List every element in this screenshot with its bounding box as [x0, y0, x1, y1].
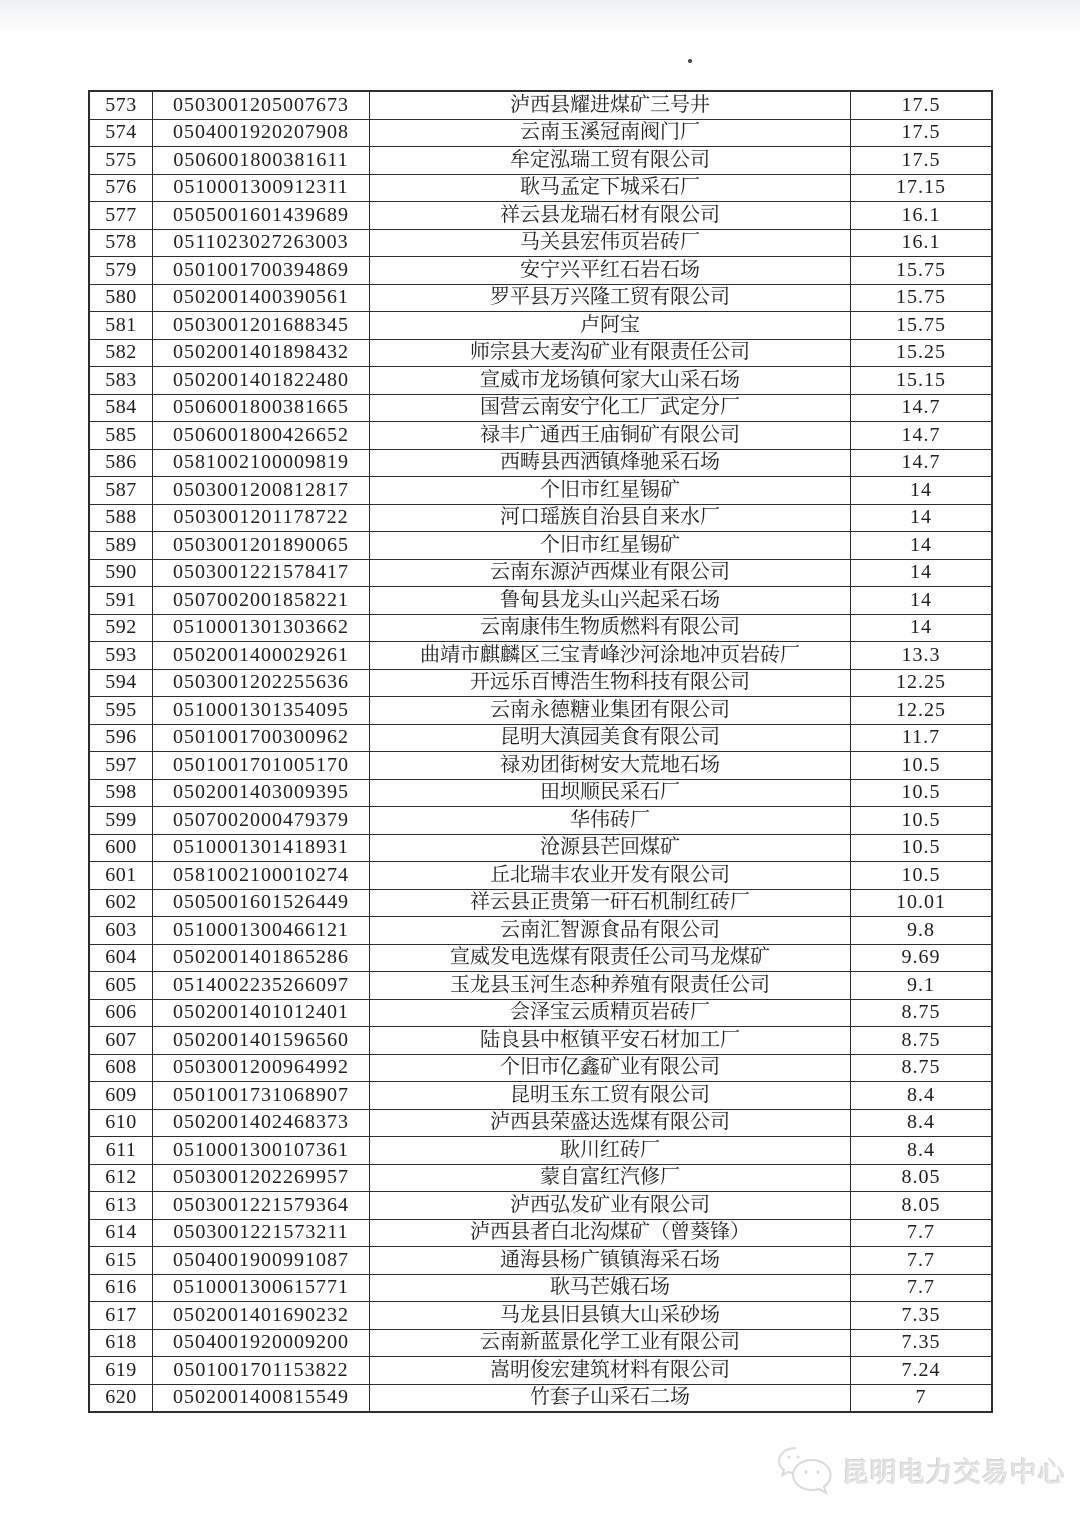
- cell-id: 0502001402468373: [153, 1109, 370, 1137]
- cell-name: 安宁兴平红石岩石场: [370, 257, 851, 285]
- cell-id: 0507002000479379: [153, 807, 370, 835]
- table-row: [89, 889, 992, 917]
- cell-no: 575: [89, 147, 153, 175]
- table-row: [89, 944, 992, 972]
- cell-name: 玉龙县玉河生态种养殖有限责任公司: [370, 972, 851, 1000]
- cell-value: 10.01: [851, 889, 993, 917]
- cell-no: 613: [89, 1192, 153, 1220]
- cell-name: 丘北瑞丰农业开发有限公司: [370, 862, 851, 890]
- cell-id: 0502001401012401: [153, 999, 370, 1027]
- cell-value: 13.3: [851, 642, 993, 670]
- cell-name: 宣威市龙场镇何家大山采石场: [370, 367, 851, 395]
- cell-no: 586: [89, 449, 153, 477]
- table-row: [89, 449, 992, 477]
- cell-name: 西畴县西洒镇烽驰采石场: [370, 449, 851, 477]
- cell-name: 云南玉溪冠南阀门厂: [370, 119, 851, 147]
- cell-name: 开远乐百博浩生物科技有限公司: [370, 669, 851, 697]
- cell-id: 0501001701153822: [153, 1357, 370, 1385]
- cell-value: 12.25: [851, 669, 993, 697]
- cell-value: 14: [851, 559, 993, 587]
- cell-value: 17.15: [851, 174, 993, 202]
- cell-id: 0510001301354095: [153, 697, 370, 725]
- footer-watermark: [776, 1444, 1066, 1496]
- table-row: [89, 1219, 992, 1247]
- cell-id: 0502001400029261: [153, 642, 370, 670]
- cell-id: 0502001401865286: [153, 944, 370, 972]
- cell-name: 竹套子山采石二场: [370, 1384, 851, 1412]
- cell-value: 7.7: [851, 1247, 993, 1275]
- table-row: [89, 752, 992, 780]
- table-row: [89, 972, 992, 1000]
- cell-id: 0504001920207908: [153, 119, 370, 147]
- table-row: [89, 1357, 992, 1385]
- cell-name: 会泽宝云质精页岩砖厂: [370, 999, 851, 1027]
- company-ranking-table: [88, 90, 993, 1413]
- cell-value: 14.7: [851, 449, 993, 477]
- footer-brand-text: 昆明电力交易中心: [842, 1457, 1066, 1488]
- table-row: [89, 1192, 992, 1220]
- table-row: [89, 202, 992, 230]
- cell-id: 0505001601526449: [153, 889, 370, 917]
- cell-no: 585: [89, 422, 153, 450]
- table-row: [89, 91, 992, 119]
- cell-name: 华伟砖厂: [370, 807, 851, 835]
- cell-value: 15.75: [851, 257, 993, 285]
- cell-value: 17.5: [851, 119, 993, 147]
- cell-no: 605: [89, 972, 153, 1000]
- cell-value: 8.4: [851, 1109, 993, 1137]
- cell-value: 14.7: [851, 422, 993, 450]
- cell-value: 8.4: [851, 1082, 993, 1110]
- cell-value: 14: [851, 614, 993, 642]
- cell-id: 0503001200964992: [153, 1054, 370, 1082]
- cell-name: 罗平县万兴隆工贸有限公司: [370, 284, 851, 312]
- cell-id: 0503001202269957: [153, 1164, 370, 1192]
- cell-value: 8.75: [851, 1054, 993, 1082]
- cell-no: 616: [89, 1274, 153, 1302]
- cell-name: 曲靖市麒麟区三宝青峰沙河涂地冲页岩砖厂: [370, 642, 851, 670]
- cell-id: 0503001221573211: [153, 1219, 370, 1247]
- cell-name: 个旧市红星锡矿: [370, 532, 851, 560]
- cell-value: 16.1: [851, 229, 993, 257]
- cell-no: 590: [89, 559, 153, 587]
- cell-value: 8.75: [851, 1027, 993, 1055]
- cell-id: 0502001401690232: [153, 1302, 370, 1330]
- cell-no: 604: [89, 944, 153, 972]
- cell-no: 592: [89, 614, 153, 642]
- cell-id: 0502001400815549: [153, 1384, 370, 1412]
- cell-no: 598: [89, 779, 153, 807]
- cell-value: 14: [851, 532, 993, 560]
- cell-no: 587: [89, 477, 153, 505]
- scan-edge-shading: [0, 0, 1080, 34]
- table-row: [89, 422, 992, 450]
- table-row: [89, 1137, 992, 1165]
- cell-value: 14: [851, 587, 993, 615]
- table-row: [89, 1274, 992, 1302]
- cell-name: 云南东源泸西煤业有限公司: [370, 559, 851, 587]
- cell-no: 614: [89, 1219, 153, 1247]
- cell-name: 云南新蓝景化学工业有限公司: [370, 1329, 851, 1357]
- cell-value: 10.5: [851, 807, 993, 835]
- cell-value: 7.7: [851, 1219, 993, 1247]
- cell-no: 596: [89, 724, 153, 752]
- cell-value: 17.5: [851, 91, 993, 119]
- cell-no: 580: [89, 284, 153, 312]
- cell-id: 0501001700394869: [153, 257, 370, 285]
- cell-name: 国营云南安宁化工厂武定分厂: [370, 394, 851, 422]
- cell-no: 583: [89, 367, 153, 395]
- cell-name: 卢阿宝: [370, 312, 851, 340]
- table-row: [89, 1082, 992, 1110]
- cell-id: 0501001700300962: [153, 724, 370, 752]
- cell-name: 泸西县耀进煤矿三号井: [370, 91, 851, 119]
- table-row: [89, 312, 992, 340]
- table-row: [89, 339, 992, 367]
- cell-no: 597: [89, 752, 153, 780]
- table-row: [89, 119, 992, 147]
- cell-name: 宣威发电选煤有限责任公司马龙煤矿: [370, 944, 851, 972]
- cell-name: 泸西县者白北沟煤矿（曾葵锋）: [370, 1219, 851, 1247]
- cell-id: 0503001221578417: [153, 559, 370, 587]
- cell-value: 7.7: [851, 1274, 993, 1302]
- table-row: [89, 779, 992, 807]
- cell-id: 0506001800381665: [153, 394, 370, 422]
- cell-name: 沧源县芒回煤矿: [370, 834, 851, 862]
- cell-no: 601: [89, 862, 153, 890]
- cell-no: 584: [89, 394, 153, 422]
- cell-name: 禄丰广通西王庙铜矿有限公司: [370, 422, 851, 450]
- cell-id: 0504001900991087: [153, 1247, 370, 1275]
- cell-name: 禄劝团街树安大荒地石场: [370, 752, 851, 780]
- cell-name: 马关县宏伟页岩砖厂: [370, 229, 851, 257]
- cell-id: 0581002100010274: [153, 862, 370, 890]
- cell-name: 云南永德糖业集团有限公司: [370, 697, 851, 725]
- cell-id: 0502001400390561: [153, 284, 370, 312]
- cell-value: 16.1: [851, 202, 993, 230]
- cell-name: 耿马孟定下城采石厂: [370, 174, 851, 202]
- table-row: [89, 229, 992, 257]
- cell-id: 0510001300107361: [153, 1137, 370, 1165]
- cell-no: 579: [89, 257, 153, 285]
- cell-id: 0503001202255636: [153, 669, 370, 697]
- cell-id: 0503001201178722: [153, 504, 370, 532]
- table-row: [89, 862, 992, 890]
- cell-no: 617: [89, 1302, 153, 1330]
- cell-id: 0504001920009200: [153, 1329, 370, 1357]
- table-row: [89, 257, 992, 285]
- table-row: [89, 587, 992, 615]
- cell-value: 17.5: [851, 147, 993, 175]
- table-row: [89, 1109, 992, 1137]
- cell-no: 589: [89, 532, 153, 560]
- cell-name: 祥云县正贵第一矸石机制红砖厂: [370, 889, 851, 917]
- cell-name: 祥云县龙瑞石材有限公司: [370, 202, 851, 230]
- table-row: [89, 1164, 992, 1192]
- cell-name: 蒙自富红汽修厂: [370, 1164, 851, 1192]
- table-row: [89, 477, 992, 505]
- cell-no: 588: [89, 504, 153, 532]
- cell-name: 云南汇智源食品有限公司: [370, 917, 851, 945]
- cell-value: 14: [851, 504, 993, 532]
- cell-id: 0502001401822480: [153, 367, 370, 395]
- cell-name: 师宗县大麦沟矿业有限责任公司: [370, 339, 851, 367]
- cell-name: 嵩明俊宏建筑材料有限公司: [370, 1357, 851, 1385]
- cell-name: 耿马芒娥石场: [370, 1274, 851, 1302]
- table-row: [89, 724, 992, 752]
- cell-id: 0581002100009819: [153, 449, 370, 477]
- table-row: [89, 1027, 992, 1055]
- cell-value: 11.7: [851, 724, 993, 752]
- cell-no: 603: [89, 917, 153, 945]
- cell-no: 612: [89, 1164, 153, 1192]
- cell-value: 9.8: [851, 917, 993, 945]
- table-body: [89, 91, 992, 1412]
- cell-id: 0510001301303662: [153, 614, 370, 642]
- cell-id: 0510001300466121: [153, 917, 370, 945]
- cell-name: 昆明玉东工贸有限公司: [370, 1082, 851, 1110]
- cell-no: 611: [89, 1137, 153, 1165]
- cell-name: 通海县杨广镇镇海采石场: [370, 1247, 851, 1275]
- cell-no: 573: [89, 91, 153, 119]
- cell-value: 15.75: [851, 312, 993, 340]
- cell-no: 578: [89, 229, 153, 257]
- table-row: [89, 999, 992, 1027]
- cell-value: 8.05: [851, 1164, 993, 1192]
- cell-no: 602: [89, 889, 153, 917]
- cell-name: 牟定泓瑞工贸有限公司: [370, 147, 851, 175]
- table-row: [89, 559, 992, 587]
- cell-value: 7.35: [851, 1329, 993, 1357]
- cell-no: 594: [89, 669, 153, 697]
- table-row: [89, 1329, 992, 1357]
- cell-id: 0503001201688345: [153, 312, 370, 340]
- table-row: [89, 174, 992, 202]
- cell-value: 12.25: [851, 697, 993, 725]
- cell-name: 马龙县旧县镇大山采砂场: [370, 1302, 851, 1330]
- cell-name: 泸西县荣盛达选煤有限公司: [370, 1109, 851, 1137]
- cell-name: 云南康伟生物质燃料有限公司: [370, 614, 851, 642]
- cell-value: 9.1: [851, 972, 993, 1000]
- cell-id: 0501001731068907: [153, 1082, 370, 1110]
- table-row: [89, 367, 992, 395]
- cell-id: 0514002235266097: [153, 972, 370, 1000]
- cell-id: 0510001301418931: [153, 834, 370, 862]
- table-row: [89, 504, 992, 532]
- cell-no: 618: [89, 1329, 153, 1357]
- cell-id: 0510001300615771: [153, 1274, 370, 1302]
- cell-name: 泸西弘发矿业有限公司: [370, 1192, 851, 1220]
- cell-no: 608: [89, 1054, 153, 1082]
- cell-value: 7: [851, 1384, 993, 1412]
- cell-no: 582: [89, 339, 153, 367]
- cell-no: 615: [89, 1247, 153, 1275]
- cell-id: 0503001205007673: [153, 91, 370, 119]
- table-row: [89, 1054, 992, 1082]
- cell-value: 8.05: [851, 1192, 993, 1220]
- cell-name: 鲁甸县龙头山兴起采石场: [370, 587, 851, 615]
- cell-name: 陆良县中枢镇平安石材加工厂: [370, 1027, 851, 1055]
- cell-no: 577: [89, 202, 153, 230]
- cell-id: 0502001403009395: [153, 779, 370, 807]
- cell-id: 0503001200812817: [153, 477, 370, 505]
- cell-no: 591: [89, 587, 153, 615]
- cell-id: 0506001800426652: [153, 422, 370, 450]
- cell-name: 田坝顺民采石厂: [370, 779, 851, 807]
- cell-id: 0505001601439689: [153, 202, 370, 230]
- table-row: [89, 807, 992, 835]
- table-row: [89, 284, 992, 312]
- ink-dot: [688, 59, 692, 63]
- table-row: [89, 1247, 992, 1275]
- cell-id: 0511023027263003: [153, 229, 370, 257]
- cell-no: 619: [89, 1357, 153, 1385]
- cell-no: 609: [89, 1082, 153, 1110]
- cell-id: 0503001221579364: [153, 1192, 370, 1220]
- table-row: [89, 394, 992, 422]
- cell-no: 599: [89, 807, 153, 835]
- table-row: [89, 669, 992, 697]
- cell-value: 8.4: [851, 1137, 993, 1165]
- cell-value: 10.5: [851, 752, 993, 780]
- table-row: [89, 1302, 992, 1330]
- cell-value: 9.69: [851, 944, 993, 972]
- cell-value: 15.75: [851, 284, 993, 312]
- cell-id: 0502001401596560: [153, 1027, 370, 1055]
- table-row: [89, 147, 992, 175]
- table-row: [89, 834, 992, 862]
- cell-name: 耿川红砖厂: [370, 1137, 851, 1165]
- cell-id: 0506001800381611: [153, 147, 370, 175]
- cell-value: 7.35: [851, 1302, 993, 1330]
- cell-no: 620: [89, 1384, 153, 1412]
- cell-value: 8.75: [851, 999, 993, 1027]
- cell-name: 个旧市亿鑫矿业有限公司: [370, 1054, 851, 1082]
- cell-id: 0503001201890065: [153, 532, 370, 560]
- cell-name: 个旧市红星锡矿: [370, 477, 851, 505]
- cell-id: 0502001401898432: [153, 339, 370, 367]
- cell-value: 7.24: [851, 1357, 993, 1385]
- cell-no: 607: [89, 1027, 153, 1055]
- table-row: [89, 917, 992, 945]
- cell-value: 10.5: [851, 779, 993, 807]
- cell-value: 14.7: [851, 394, 993, 422]
- table-row: [89, 614, 992, 642]
- cell-value: 14: [851, 477, 993, 505]
- cell-no: 600: [89, 834, 153, 862]
- cell-value: 10.5: [851, 834, 993, 862]
- cell-no: 576: [89, 174, 153, 202]
- cell-name: 昆明大滇园美食有限公司: [370, 724, 851, 752]
- table-row: [89, 697, 992, 725]
- cell-id: 0507002001858221: [153, 587, 370, 615]
- cell-value: 15.25: [851, 339, 993, 367]
- cell-no: 593: [89, 642, 153, 670]
- cell-no: 606: [89, 999, 153, 1027]
- table-row: [89, 532, 992, 560]
- table-row: [89, 642, 992, 670]
- cell-id: 0510001300912311: [153, 174, 370, 202]
- cell-no: 574: [89, 119, 153, 147]
- cell-no: 595: [89, 697, 153, 725]
- table-row: [89, 1384, 992, 1412]
- cell-value: 15.15: [851, 367, 993, 395]
- cell-no: 610: [89, 1109, 153, 1137]
- cell-name: 河口瑶族自治县自来水厂: [370, 504, 851, 532]
- cell-no: 581: [89, 312, 153, 340]
- cell-id: 0501001701005170: [153, 752, 370, 780]
- cell-value: 10.5: [851, 862, 993, 890]
- wechat-icon: [776, 1444, 834, 1496]
